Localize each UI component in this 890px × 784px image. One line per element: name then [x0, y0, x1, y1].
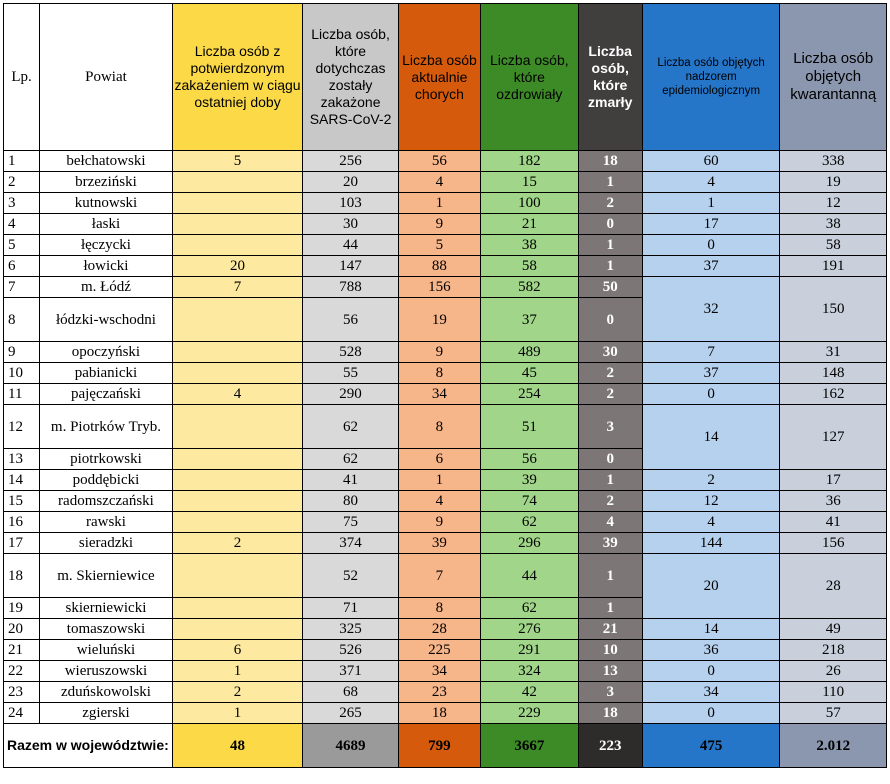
row-active: 4	[398, 491, 480, 512]
table-row	[4, 193, 887, 214]
row-total-infected: 80	[303, 491, 398, 512]
row-new-cases	[172, 554, 303, 598]
header-quarantine: Liczba osób objętych kwarantanną	[780, 4, 887, 151]
row-deaths: 0	[578, 214, 642, 235]
row-new-cases	[172, 512, 303, 533]
row-new-cases	[172, 193, 303, 214]
row-supervision: 2	[642, 470, 780, 491]
merged-supervision: 20	[642, 554, 780, 619]
row-quarantine: 36	[780, 491, 887, 512]
row-quarantine: 162	[780, 384, 887, 405]
row-new-cases	[172, 449, 303, 470]
row-recovered: 582	[481, 277, 578, 298]
table-row	[4, 384, 887, 405]
row-deaths: 50	[578, 277, 642, 298]
row-active: 4	[398, 172, 480, 193]
row-lp: 24	[4, 703, 40, 724]
row-recovered: 37	[481, 298, 578, 342]
row-quarantine: 218	[780, 640, 887, 661]
row-total-infected: 56	[303, 298, 398, 342]
row-powiat: pajęczański	[40, 384, 173, 405]
row-recovered: 58	[481, 256, 578, 277]
row-total-infected: 256	[303, 151, 398, 172]
row-powiat: m. Piotrków Tryb.	[40, 405, 173, 449]
header-new-cases: Liczba osób z potwierdzonym zakażeniem w ciągu ostatniej doby	[172, 4, 303, 151]
row-new-cases	[172, 363, 303, 384]
row-deaths: 2	[578, 384, 642, 405]
row-quarantine: 26	[780, 661, 887, 682]
row-powiat: wieluński	[40, 640, 173, 661]
row-lp: 23	[4, 682, 40, 703]
row-recovered: 296	[481, 533, 578, 554]
row-quarantine: 38	[780, 214, 887, 235]
table-row	[4, 470, 887, 491]
row-recovered: 39	[481, 470, 578, 491]
row-deaths: 1	[578, 598, 642, 619]
total-quarantine: 2.012	[780, 724, 887, 768]
table-row	[4, 172, 887, 193]
row-total-infected: 147	[303, 256, 398, 277]
row-total-infected: 374	[303, 533, 398, 554]
row-new-cases	[172, 342, 303, 363]
table-row	[4, 405, 887, 449]
row-powiat: tomaszowski	[40, 619, 173, 640]
row-lp: 15	[4, 491, 40, 512]
row-active: 1	[398, 470, 480, 491]
row-powiat: zduńskowolski	[40, 682, 173, 703]
row-powiat: skierniewicki	[40, 598, 173, 619]
row-powiat: sieradzki	[40, 533, 173, 554]
table-row	[4, 256, 887, 277]
row-supervision: 0	[642, 384, 780, 405]
row-total-infected: 325	[303, 619, 398, 640]
header-active: Liczba osób aktualnie chorych	[398, 4, 480, 151]
row-total-infected: 103	[303, 193, 398, 214]
row-lp: 22	[4, 661, 40, 682]
row-supervision: 4	[642, 172, 780, 193]
row-lp: 5	[4, 235, 40, 256]
total-supervision: 475	[642, 724, 780, 768]
row-quarantine: 57	[780, 703, 887, 724]
row-lp: 13	[4, 449, 40, 470]
row-lp: 2	[4, 172, 40, 193]
table-row	[4, 554, 887, 598]
row-deaths: 4	[578, 512, 642, 533]
row-powiat: m. Łódź	[40, 277, 173, 298]
row-deaths: 18	[578, 703, 642, 724]
row-active: 9	[398, 512, 480, 533]
totals-row	[4, 724, 887, 768]
row-supervision: 12	[642, 491, 780, 512]
row-quarantine: 19	[780, 172, 887, 193]
row-deaths: 2	[578, 363, 642, 384]
merged-quarantine: 127	[780, 405, 887, 470]
row-new-cases: 2	[172, 682, 303, 703]
row-active: 6	[398, 449, 480, 470]
row-lp: 14	[4, 470, 40, 491]
row-active: 9	[398, 342, 480, 363]
table-row	[4, 342, 887, 363]
row-supervision: 0	[642, 235, 780, 256]
row-active: 34	[398, 661, 480, 682]
row-recovered: 229	[481, 703, 578, 724]
row-active: 7	[398, 554, 480, 598]
row-active: 8	[398, 405, 480, 449]
row-active: 88	[398, 256, 480, 277]
row-powiat: zgierski	[40, 703, 173, 724]
table-body	[4, 151, 887, 724]
row-recovered: 62	[481, 598, 578, 619]
total-infected: 4689	[303, 724, 398, 768]
covid-stats-table	[3, 3, 887, 768]
row-recovered: 291	[481, 640, 578, 661]
row-deaths: 0	[578, 298, 642, 342]
row-powiat: wieruszowski	[40, 661, 173, 682]
row-deaths: 1	[578, 554, 642, 598]
row-active: 28	[398, 619, 480, 640]
row-powiat: kutnowski	[40, 193, 173, 214]
row-deaths: 2	[578, 491, 642, 512]
row-new-cases	[172, 298, 303, 342]
table-row	[4, 619, 887, 640]
row-new-cases	[172, 235, 303, 256]
row-lp: 9	[4, 342, 40, 363]
table-row	[4, 512, 887, 533]
row-new-cases: 20	[172, 256, 303, 277]
row-deaths: 39	[578, 533, 642, 554]
row-supervision: 7	[642, 342, 780, 363]
row-deaths: 10	[578, 640, 642, 661]
row-quarantine: 156	[780, 533, 887, 554]
row-quarantine: 191	[780, 256, 887, 277]
merged-quarantine: 28	[780, 554, 887, 619]
table-row	[4, 640, 887, 661]
total-recovered: 3667	[481, 724, 578, 768]
row-recovered: 51	[481, 405, 578, 449]
row-total-infected: 30	[303, 214, 398, 235]
row-quarantine: 110	[780, 682, 887, 703]
row-deaths: 1	[578, 172, 642, 193]
row-recovered: 45	[481, 363, 578, 384]
row-powiat: poddębicki	[40, 470, 173, 491]
total-new-cases: 48	[172, 724, 303, 768]
row-total-infected: 71	[303, 598, 398, 619]
row-supervision: 36	[642, 640, 780, 661]
row-powiat: brzeziński	[40, 172, 173, 193]
row-recovered: 489	[481, 342, 578, 363]
table-row	[4, 703, 887, 724]
totals-label: Razem w województwie:	[4, 724, 173, 768]
row-total-infected: 75	[303, 512, 398, 533]
row-supervision: 60	[642, 151, 780, 172]
row-total-infected: 265	[303, 703, 398, 724]
row-total-infected: 20	[303, 172, 398, 193]
row-new-cases: 4	[172, 384, 303, 405]
row-deaths: 1	[578, 470, 642, 491]
merged-supervision: 32	[642, 277, 780, 342]
row-recovered: 182	[481, 151, 578, 172]
row-total-infected: 52	[303, 554, 398, 598]
header-row	[4, 4, 887, 151]
row-active: 9	[398, 214, 480, 235]
row-lp: 3	[4, 193, 40, 214]
row-powiat: opoczyński	[40, 342, 173, 363]
table-row	[4, 491, 887, 512]
row-quarantine: 338	[780, 151, 887, 172]
row-active: 8	[398, 363, 480, 384]
row-supervision: 0	[642, 661, 780, 682]
row-lp: 10	[4, 363, 40, 384]
row-new-cases: 7	[172, 277, 303, 298]
row-recovered: 38	[481, 235, 578, 256]
row-powiat: rawski	[40, 512, 173, 533]
header-total-infected: Liczba osób, które dotychczas zostały zakażone SARS-CoV-2	[303, 4, 398, 151]
row-total-infected: 371	[303, 661, 398, 682]
row-quarantine: 148	[780, 363, 887, 384]
row-deaths: 21	[578, 619, 642, 640]
row-supervision: 14	[642, 619, 780, 640]
row-lp: 4	[4, 214, 40, 235]
row-new-cases: 5	[172, 151, 303, 172]
row-total-infected: 788	[303, 277, 398, 298]
row-lp: 21	[4, 640, 40, 661]
header-lp: Lp.	[4, 4, 40, 151]
row-recovered: 254	[481, 384, 578, 405]
row-new-cases	[172, 172, 303, 193]
row-active: 1	[398, 193, 480, 214]
row-powiat: bełchatowski	[40, 151, 173, 172]
row-total-infected: 526	[303, 640, 398, 661]
table-row	[4, 533, 887, 554]
row-lp: 20	[4, 619, 40, 640]
row-active: 18	[398, 703, 480, 724]
row-recovered: 100	[481, 193, 578, 214]
row-deaths: 30	[578, 342, 642, 363]
row-total-infected: 528	[303, 342, 398, 363]
row-quarantine: 17	[780, 470, 887, 491]
row-total-infected: 290	[303, 384, 398, 405]
table-row	[4, 235, 887, 256]
row-recovered: 74	[481, 491, 578, 512]
row-supervision: 34	[642, 682, 780, 703]
row-recovered: 276	[481, 619, 578, 640]
row-recovered: 324	[481, 661, 578, 682]
row-recovered: 21	[481, 214, 578, 235]
row-lp: 1	[4, 151, 40, 172]
total-active: 799	[398, 724, 480, 768]
row-new-cases: 6	[172, 640, 303, 661]
row-lp: 18	[4, 554, 40, 598]
header-supervision: Liczba osób objętych nadzorem epidemiologicznym	[642, 4, 780, 151]
row-deaths: 1	[578, 235, 642, 256]
row-quarantine: 31	[780, 342, 887, 363]
row-supervision: 4	[642, 512, 780, 533]
row-powiat: radomszczański	[40, 491, 173, 512]
row-active: 56	[398, 151, 480, 172]
table-row	[4, 151, 887, 172]
row-active: 34	[398, 384, 480, 405]
table-row	[4, 661, 887, 682]
row-new-cases: 2	[172, 533, 303, 554]
row-lp: 19	[4, 598, 40, 619]
row-new-cases: 1	[172, 703, 303, 724]
row-deaths: 13	[578, 661, 642, 682]
total-deaths: 223	[578, 724, 642, 768]
table-row	[4, 277, 887, 298]
row-active: 39	[398, 533, 480, 554]
row-recovered: 56	[481, 449, 578, 470]
row-powiat: łaski	[40, 214, 173, 235]
row-total-infected: 62	[303, 449, 398, 470]
row-powiat: m. Skierniewice	[40, 554, 173, 598]
table-row	[4, 682, 887, 703]
row-deaths: 2	[578, 193, 642, 214]
row-deaths: 3	[578, 405, 642, 449]
row-quarantine: 58	[780, 235, 887, 256]
row-total-infected: 44	[303, 235, 398, 256]
row-supervision: 0	[642, 703, 780, 724]
row-new-cases	[172, 470, 303, 491]
row-lp: 6	[4, 256, 40, 277]
row-new-cases	[172, 405, 303, 449]
row-lp: 12	[4, 405, 40, 449]
row-active: 19	[398, 298, 480, 342]
row-recovered: 62	[481, 512, 578, 533]
row-new-cases: 1	[172, 661, 303, 682]
row-total-infected: 68	[303, 682, 398, 703]
row-lp: 11	[4, 384, 40, 405]
row-quarantine: 12	[780, 193, 887, 214]
row-quarantine: 41	[780, 512, 887, 533]
row-powiat: pabianicki	[40, 363, 173, 384]
row-recovered: 42	[481, 682, 578, 703]
header-deaths: Liczba osób, które zmarły	[578, 4, 642, 151]
row-recovered: 15	[481, 172, 578, 193]
row-supervision: 37	[642, 363, 780, 384]
row-lp: 17	[4, 533, 40, 554]
row-total-infected: 55	[303, 363, 398, 384]
row-active: 156	[398, 277, 480, 298]
row-supervision: 37	[642, 256, 780, 277]
merged-supervision: 14	[642, 405, 780, 470]
row-new-cases	[172, 214, 303, 235]
row-supervision: 1	[642, 193, 780, 214]
row-lp: 7	[4, 277, 40, 298]
row-supervision: 17	[642, 214, 780, 235]
merged-quarantine: 150	[780, 277, 887, 342]
row-lp: 16	[4, 512, 40, 533]
row-deaths: 1	[578, 256, 642, 277]
row-deaths: 18	[578, 151, 642, 172]
header-powiat: Powiat	[40, 4, 173, 151]
row-total-infected: 41	[303, 470, 398, 491]
row-powiat: piotrkowski	[40, 449, 173, 470]
table-row	[4, 214, 887, 235]
table-row	[4, 363, 887, 384]
row-active: 23	[398, 682, 480, 703]
row-active: 225	[398, 640, 480, 661]
row-new-cases	[172, 491, 303, 512]
row-deaths: 0	[578, 449, 642, 470]
row-powiat: łowicki	[40, 256, 173, 277]
row-powiat: łódzki-wschodni	[40, 298, 173, 342]
row-total-infected: 62	[303, 405, 398, 449]
row-new-cases	[172, 598, 303, 619]
row-recovered: 44	[481, 554, 578, 598]
header-recovered: Liczba osób, które ozdrowiały	[481, 4, 578, 151]
row-quarantine: 49	[780, 619, 887, 640]
row-new-cases	[172, 619, 303, 640]
row-supervision: 144	[642, 533, 780, 554]
row-powiat: łęczycki	[40, 235, 173, 256]
row-active: 5	[398, 235, 480, 256]
row-lp: 8	[4, 298, 40, 342]
row-active: 8	[398, 598, 480, 619]
row-deaths: 3	[578, 682, 642, 703]
